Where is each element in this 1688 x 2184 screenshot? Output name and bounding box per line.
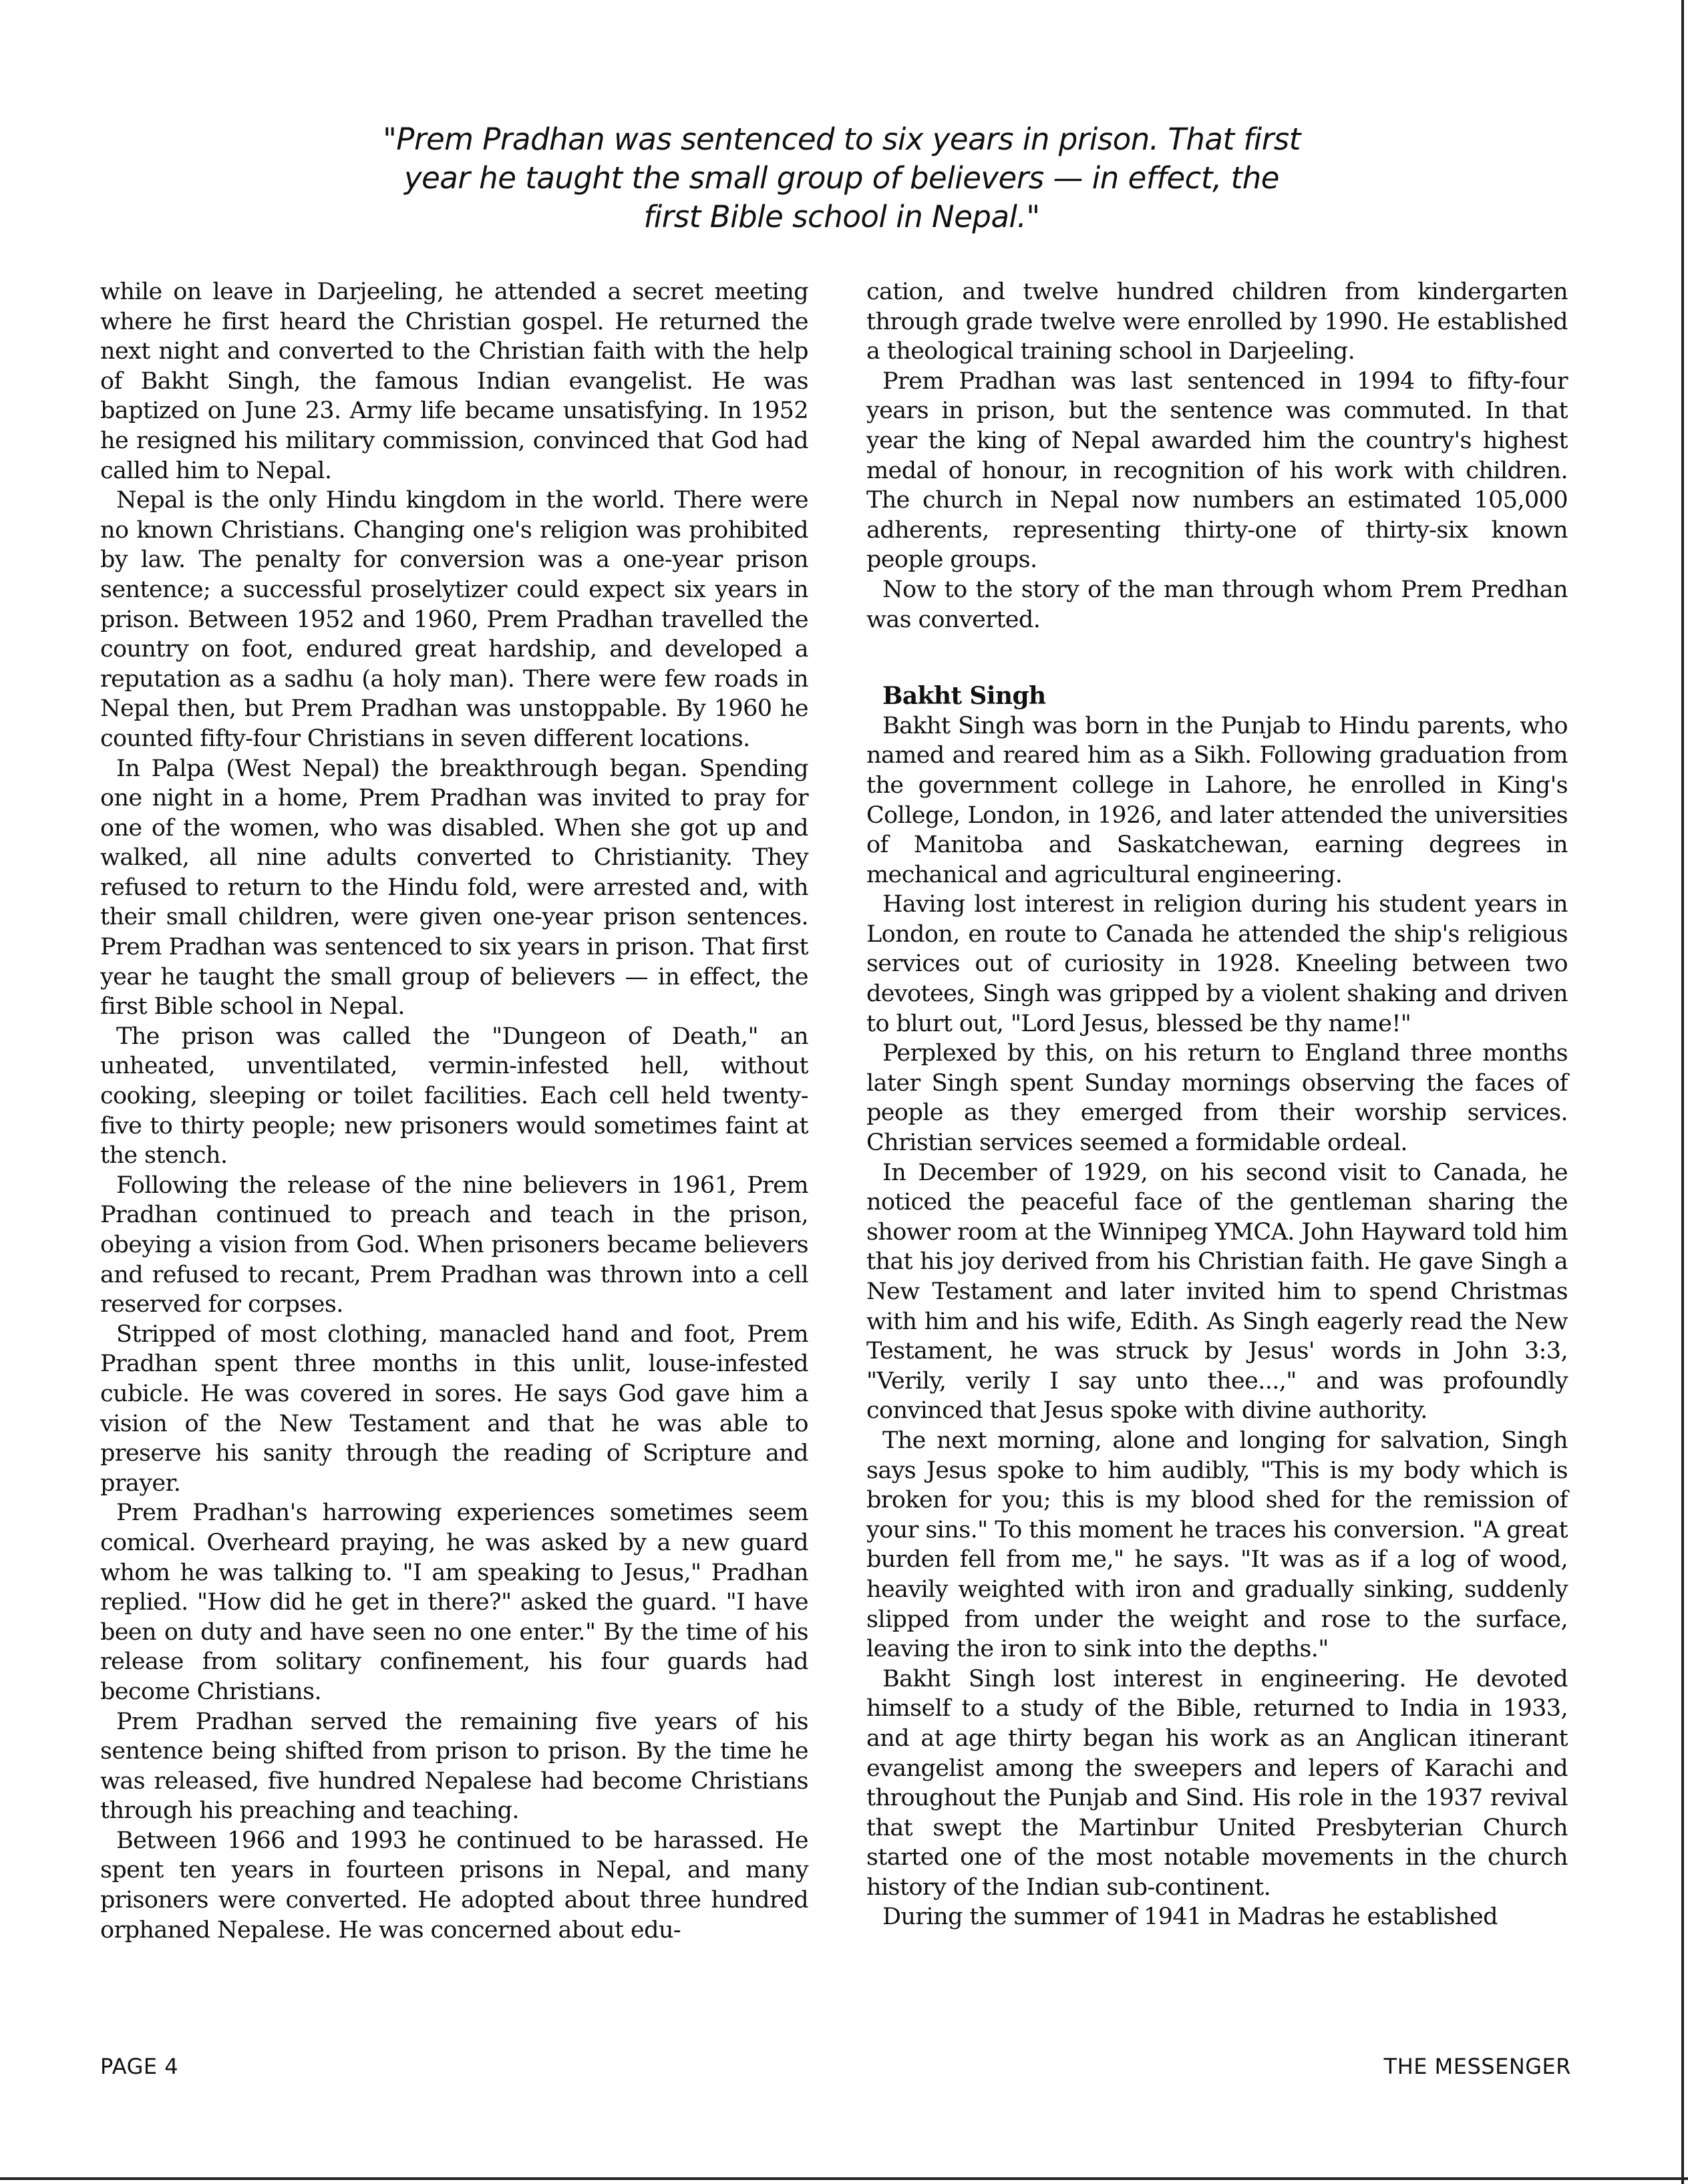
pull-quote-line: "Prem Pradhan was sentenced to six years in prison. That first: [383, 122, 1301, 157]
left-column: [100, 277, 808, 1945]
paragraph: Now to the story of the man through whom Prem Predhan was converted.: [866, 576, 1568, 633]
paragraph: Nepal is the only Hindu kingdom in the world. There were no known Christians. Changing one's religion was prohibited by law. The penalty for conversion was a one-year prison sentence; a successful proselytizer could expect six years in prison. Between 1952 and 1960, Prem Pradhan travelled the country on foot, endured great hardship, and developed a reputation as a sadhu (a holy man). There were few roads in Nepal then, but Prem Pradhan was unstoppable. By 1960 he counted fifty-four Christians in seven different locations.: [100, 487, 808, 752]
page-number: PAGE 4: [100, 2054, 179, 2079]
section-heading: Bakht Singh: [882, 682, 1046, 711]
paragraph: while on leave in Darjeeling, he attended a secret meeting where he first heard the Christian gospel. He returned the next night and converted to the Christian faith with the help of Bakht Singh, the famous Indian evangelist. He was baptized on June 23. Army life became unsatisfying. In 1952 he resigned his military commission, convinced that God had called him to Nepal.: [100, 279, 808, 484]
paragraph: In Palpa (West Nepal) the breakthrough began. Spending one night in a home, Prem Pradhan was invited to pray for one of the women, who was disabled. When she got up and walked, all nine adults converted to Christianity. They refused to return to the Hindu fold, were arrested and, with their small children, were given one-year prison sentences. Prem Pradhan was sentenced to six years in prison. That first year he taught the small group of believers — in effect, the first Bible school in Nepal.: [100, 755, 808, 1021]
page-edge-bottom: [0, 2177, 1688, 2180]
paragraph: Between 1966 and 1993 he continued to be harassed. He spent ten years in fourteen prisons in Nepal, and many prisoners were converted. He adopted about three hundred orphaned Nepalese. He was concerned about edu-: [100, 1827, 808, 1944]
paragraph: Bakht Singh was born in the Punjab to Hindu parents, who named and reared him as a Sikh. Following graduation from the government college in Lahore, he enrolled in King's College, London, in 1926, and later attended the universities of Manitoba and Saskatchewan, earning degrees in mechanical and agricultural engineering.: [866, 712, 1568, 888]
paragraph: The next morning, alone and longing for salvation, Singh says Jesus spoke to him audibly, "This is my body which is broken for you; this is my blood shed for the remission of your sins." To this moment he traces his conversion. "A great burden fell from me," he says. "It was as if a log of wood, heavily weighted with iron and gradually sinking, suddenly slipped from under the weight and rose to the surface, leaving the iron to sink into the depths.": [866, 1427, 1568, 1663]
paragraph: Stripped of most clothing, manacled hand and foot, Prem Pradhan spent three months in this unlit, louse-infested cubicle. He was covered in sores. He says God gave him a vision of the New Testament and that he was able to preserve his sanity through the reading of Scripture and prayer.: [100, 1320, 808, 1497]
pull-quote-line: first Bible school in Nepal.": [643, 199, 1040, 234]
paragraph: The prison was called the "Dungeon of Death," an unheated, unventilated, vermin-infested hell, without cooking, sleeping or toilet facilities. Each cell held twenty-five to thirty people; new prisoners would sometimes faint at the stench.: [100, 1023, 808, 1169]
paragraph: Prem Pradhan was last sentenced in 1994 to fifty-four years in prison, but the sentence was commuted. In that year the king of Nepal awarded him the country's highest medal of honour, in recognition of his work with children. The church in Nepal now numbers an estimated 105,000 adherents, representing thirty-one of thirty-six known people groups.: [866, 367, 1568, 574]
right-column: [866, 277, 1568, 1932]
paragraph: Following the release of the nine believers in 1961, Prem Pradhan continued to preach and teach in the prison, obeying a vision from God. When prisoners became believers and refused to recant, Prem Pradhan was thrown into a cell reserved for corpses.: [100, 1171, 808, 1318]
paragraph: cation, and twelve hundred children from kindergarten through grade twelve were enrolled by 1990. He established a theological training school in Darjeeling.: [866, 279, 1568, 365]
paragraph: Prem Pradhan served the remaining five years of his sentence being shifted from prison to prison. By the time he was released, five hundred Nepalese had become Christians through his preaching and teaching.: [100, 1708, 808, 1825]
page-edge-right: [1681, 0, 1684, 2184]
paragraph: Bakht Singh lost interest in engineering. He devoted himself to a study of the Bible, returned to India in 1933, and at age thirty began his work as an Anglican itinerant evangelist among the sweepers and lepers of Karachi and throughout the Punjab and Sind. His role in the 1937 revival that swept the Martinbur United Presbyterian Church started one of the most notable movements in the church history of the Indian sub-continent.: [866, 1665, 1568, 1901]
paragraph: Perplexed by this, on his return to England three months later Singh spent Sunday mornings observing the faces of people as they emerged from their worship services. Christian services seemed a formidable ordeal.: [866, 1040, 1568, 1157]
paragraph: Prem Pradhan's harrowing experiences sometimes seem comical. Overheard praying, he was asked by a new guard whom he was talking to. "I am speaking to Jesus," Pradhan replied. "How did he get in there?" asked the guard. "I have been on duty and have seen no one enter." By the time of his release from solitary confinement, his four guards had become Christians.: [100, 1499, 808, 1705]
pull-quote: [301, 120, 1383, 236]
publication-name: THE MESSENGER: [1383, 2054, 1571, 2079]
pull-quote-line: year he taught the small group of believers — in effect, the: [403, 160, 1279, 196]
paragraph: Having lost interest in religion during his student years in London, en route to Canada he attended the ship's religious services out of curiosity in 1928. Kneeling between two devotees, Singh was gripped by a violent shaking and driven to blurt out, "Lord Jesus, blessed be thy name!": [866, 891, 1568, 1037]
paragraph: During the summer of 1941 in Madras he established: [882, 1903, 1498, 1931]
paragraph: In December of 1929, on his second visit to Canada, he noticed the peaceful face of the gentleman sharing the shower room at the Winnipeg YMCA. John Hayward told him that his joy derived from his Christian faith. He gave Singh a New Testament and later invited him to spend Christmas with him and his wife, Edith. As Singh eagerly read the New Testament, he was struck by Jesus' words in John 3:3, "Verily, verily I say unto thee...," and was profoundly convinced that Jesus spoke with divine authority.: [866, 1159, 1568, 1425]
